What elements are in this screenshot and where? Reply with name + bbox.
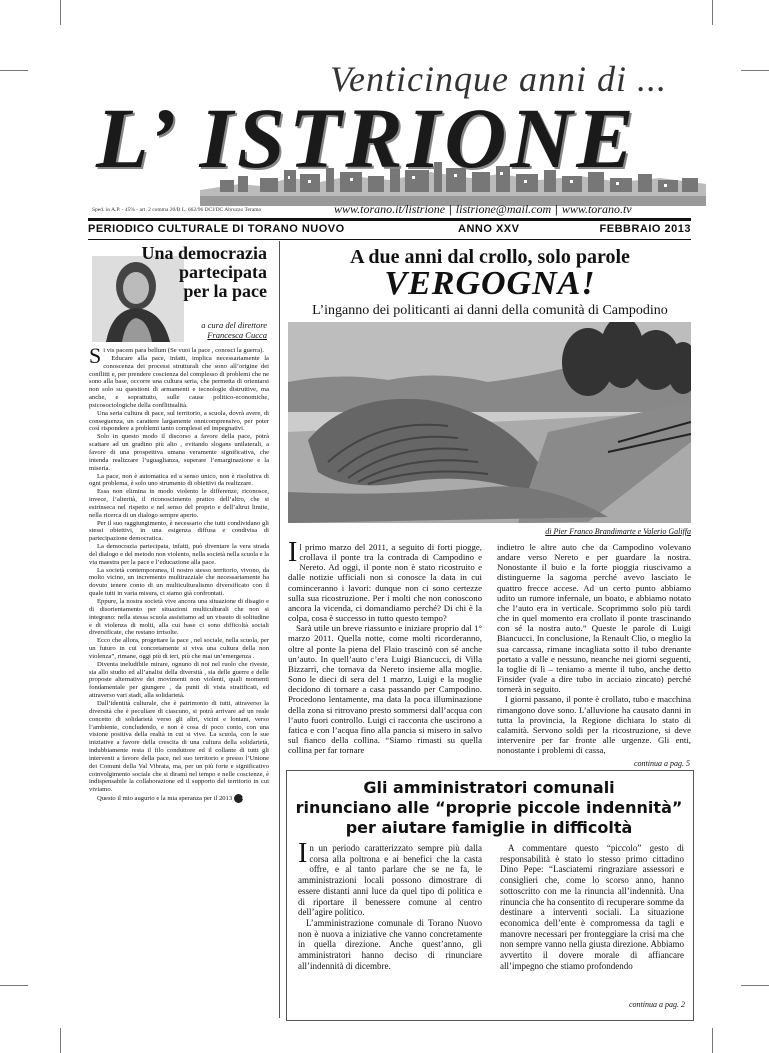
article-subtitle: L’inganno dei politicanti ai danni della comunità di Campodino [312,303,668,318]
paragraph: Diventa ineludibile mirare, ognuno di noi nel ruolo che riveste, sia allo studio ed all’analisi della diversità , sia delle guerre e delle proposte alternative dei movimenti non violenti, quali momenti fondamentale per giungere , da punti di vista stratificati, ed attraverso vari stadi, alla solidarietà. [89,660,269,700]
continued-link[interactable]: continua a pag. 5 [634,759,690,768]
byline-author: Francesca Cucca [207,330,267,340]
issue-date: FEBBRAIO 2013 [599,223,691,235]
boxed-title-line: per aiutare famiglie in difficoltà [345,818,633,837]
paragraph: La società contemporanea, il nostro stesso territorio, vivono, da molto vicino, un incremento multirazziale che necessariamente ha dovuto tenere conto di un multiculturalismo diversificato con il quale tutti in varia misura, ci siamo già confrontati. [89,566,269,598]
header-rule [88,239,691,240]
paragraph: La democrazia partecipata, infatti, può diventare la vera strada del dialogo e del metodo non violento, nella società nella scuola e la via maestra per la pace e l’educazione alla pace. [89,543,269,566]
editorial-title-line: per la pace [183,281,267,301]
editorial-byline [160,320,267,340]
paragraph: indietro le altre auto che da Campodino volevano andare verso Nereto e per guardare la nostra. Nonostante il buio e la forte pioggia riuscivamo a distinguerne la sagoma perché avevo lasciato le quattro frecce accese. Ad un certo punto abbiamo udito un rumore infernale, un boato, e abbiamo notato che l’auto era in verticale. Scoprimmo solo più tardi che in quel momento era crollato il ponte trascinando con sé la nostra auto.” Queste le parole di Luigi Biancucci. In conclusione, la Renault Clio, o meglio la sua carcassa, rimane incagliata sotto il tubo drenante portato a valle e nessuno, neanche nei giorni seguenti, la toglie di lì – teniamo a mente il tubo, anche detto Finsider (vale a dire tubo in acciaio zincato) perché tornerà in seguito. [497,542,691,695]
article-column [298,838,482,971]
website-link[interactable]: www.torano.it/listrione [334,202,446,216]
end-mark-icon: L [234,794,243,803]
editorial-title-line: Una democrazia [141,243,267,263]
byline-role: a cura del direttore [201,320,267,330]
crop-mark [0,70,28,71]
paragraph: A commentare questo “piccolo” gesto di responsabilità è stato lo stesso primo cittadino Dino Pepe: “Lasciatemi ringraziare assessori e consiglieri che, come lo scorso anno, hanno sottoscritto con me la rinuncia all’indennità. Una rinuncia che ha consentito di recuperare somme da destinare a interventi sociali. La situazione economica dell’ente è compromessa da tagli e manovre necessari per fronteggiare la crisi ma che non sempre vanno nella giusta direzione. Abbiamo avvertito il dovere morale di affiancare all’impegno che stiamo profondendo [500,843,684,971]
paragraph: La pace, non è automatica ed a senso unico, non è risolutiva di ogni problema, è solo uno strumento di obiettivi da realizzare. [89,472,269,488]
paragraph: Sarà utile un breve riassunto e iniziare proprio dal 1° marzo 2011. Quella notte, come molti ricorderanno, oltre al ponte la piena del Flaio trascinò con sé anche un’auto. In quell’auto c’era Luigi Biancucci, di Villa Bizzarri, che tornava da Nereto insieme alla moglie. Sono le dieci di sera del 1 marzo, Luigi e la moglie decidono di tornare a casa passando per Campodino. Procedono lentamente, ma data la poca illuminazione della zona si ritrovano presto sommersi dall’acqua con l’auto fuori controllo. Luigi ci racconta che uscirono a fatica e con l’acqua fino alla pancia si misero in salvo sul fianco della collina. “Siamo rimasti su quella collina per far tornare [288,623,482,756]
masthead-links [330,202,636,217]
issue-banner [88,222,691,238]
drop-cap: I [298,838,308,869]
photo-credit: di Pier Franco Brandimarte e Valerio Galiffa [545,527,691,536]
drop-cap: I [288,537,298,568]
crop-mark [60,1028,61,1053]
link-separator: | [555,202,558,216]
paragraph: Si vis pacem para bellum (Se vuoi la pace , conosci la guerra). [89,343,265,368]
editorial-title [102,244,267,301]
article-column [288,537,482,756]
masthead-tagline: Venticinque anni di ... [330,59,667,99]
issue-year: ANNO XXV [458,223,520,235]
masthead-title: L’ ISTRIONE [96,90,638,186]
paragraph: Solo in questo modo il discorso a favore della pace, potrà scattare ad un gradino più alto , evitando slogans unilaterali, a favore di una prospettiva umana veramente significativa, che intenda realizzare l’uguaglianza, superare l’emarginazione e la miseria. [89,433,269,472]
crop-mark [741,985,769,986]
paragraph: Una seria cultura di pace, sul territorio, a scuola, dovrà avere, di conseguenza, un carattere largamente onnicomprensivo, per poter così rispondere a problemi tanto complessi ed impegnativi. [89,409,269,433]
header-rule [88,218,691,221]
paragraph: L’amministrazione comunale di Torano Nuovo non è nuova a iniziative che vanno concretamente in quella direzione. Anche quest’anno, gli amministratori hanno deciso di rinunciare all’indennità di dicembre. [298,917,482,971]
crop-mark [712,0,713,25]
article-headline: VERGOGNA! [384,265,596,302]
article-kicker: A due anni dal crollo, solo parole [350,246,630,268]
crop-mark [712,1028,713,1053]
paragraph: Eppure, la nostra società vive ancora una situazione di disagio e di disorientamento per situazioni multiculturali che non si integrano: nella stessa scuola assistiamo ad un vissuto di solitudine e di violenza di molti, alla cui base ci sono difficoltà sociali diversificate, che restano irrisolte. [89,598,269,637]
article-column [500,843,684,971]
paragraph: Educare alla pace, infatti, implica necessariamente la conoscenza dei processi strutturali che sono all’origine dei conflitti e, per prendere coscienza del complesso di problemi che ne sono alla base, occorre una cultura seria, che permetta di orientarsi non solo su questioni di armamenti e tecnologie distruttive, ma anche, e soprattutto, sulle cause politico-economiche, psicosociologiche della conflittualità. [89,354,269,409]
editorial-title-line: partecipata [179,262,267,282]
paragraph: Questo il mio augurio e la mia speranza per il 2013 L [97,795,246,803]
drop-cap: S [89,343,102,368]
link-separator: | [449,202,452,216]
editorial-body [89,343,269,803]
paragraph: Per il suo raggiungimento, è necessario che tutti condividano gli stessi obiettivi, in una esigenza diffusa e condivisa di partecipazione democratica. [89,519,269,543]
paragraph: Ecco che allora, progettare la pace , nel sociale, nella scuola, per un futuro in cui concretamente si viva una cultura della non violenza”, rimane, oggi più di ieri, più che mai un’emergenza . [89,637,269,660]
crop-mark [60,0,61,25]
article-column [497,542,691,755]
paragraph: Essa non elimina in modo violento le differenze, riconosce, invece, l’alterità, il riconoscimento pratico dell’altro, che si estrinseca nel rispetto e nel senso del proprio e dell’altrui limite, nella ricerca di un dialogo sempre aperto. [89,488,269,519]
boxed-article-title [286,778,692,838]
periodical-name: PERIODICO CULTURALE DI TORANO NUOVO [88,223,345,235]
tv-link[interactable]: www.torano.tv [561,202,632,216]
collapsed-bridge-photo [288,322,691,523]
email-link[interactable]: listrione@mail.com [455,202,552,216]
postal-notice: Sped. in A.P. - 45% - art. 2 comma 20/B L. 662/96 DCI/DC Abruzzo Teramo [92,207,262,213]
paragraph: Il primo marzo del 2011, a seguito di forti piogge, crollava il ponte tra la contrada di Campodino e Nereto. Ad oggi, il ponte non è stato ricostruito e dalle notizie ufficiali non si conosce la data in cui cominceranno i lavori: dunque non ci sono certezze sulla sua ricostruzione. Per i molti che non conoscono ancora la vicenda, ci domandiamo perché? Di chi è la colpa, cosa è successo in tutto questo tempo? [288,537,482,624]
paragraph: Dall’identità culturale, che è patrimonio di tutti, attraverso la diversità che è peculiare di ciascuno, si potrà arrivare ad un reale concetto di solidarietà verso gli altri, vicini e lontani, verso l’ambiente, concludendo, e non è cosa di poco conto, con una visione positiva della realtà in cui si vive. La scuola, con le sue iniziative a favore della crescita di una cultura della solidarietà, indubbiamente resta il filo conduttore ed il collante di tutti gli interventi a favore della pace, nel suo territorio e presso l’Unione dei Comuni della Val Vibrata, ma, per un più forte e significativo coinvolgimento sociale che si diramì nel tempo e nelle coscienze, è indispensabile la collaborazione ed il supporto del territorio in cui viviamo. [89,699,269,794]
paragraph: In un periodo caratterizzato sempre più dalla corsa alla poltrona e ai benefici che la casta offre, e al tanto parlare che se ne fa, le amministrazioni locali possono dimostrare di essere distanti anni luce da quel tipo di politica e di riportare il benessere comune al centro dell’agire politico. [298,838,482,918]
crop-mark [741,70,769,71]
paragraph: I giorni passano, il ponte è crollato, tubo e macchina rimangono dove sono. L’alluvione ha causato danni in tutta la provincia, la Regione dichiara lo stato di calamità. Servono soldi per la ricostruzione, si deve intervenire per far fronte alle urgenze. Gli enti, nonostante i problemi di cassa, [497,694,691,756]
continued-link[interactable]: continua a pag. 2 [629,1000,685,1009]
column-divider [279,241,280,1018]
crop-mark [0,985,28,986]
boxed-title-line: Gli amministratori comunali [363,778,615,797]
boxed-title-line: rinunciano alle “proprie piccole indennità” [295,798,683,817]
